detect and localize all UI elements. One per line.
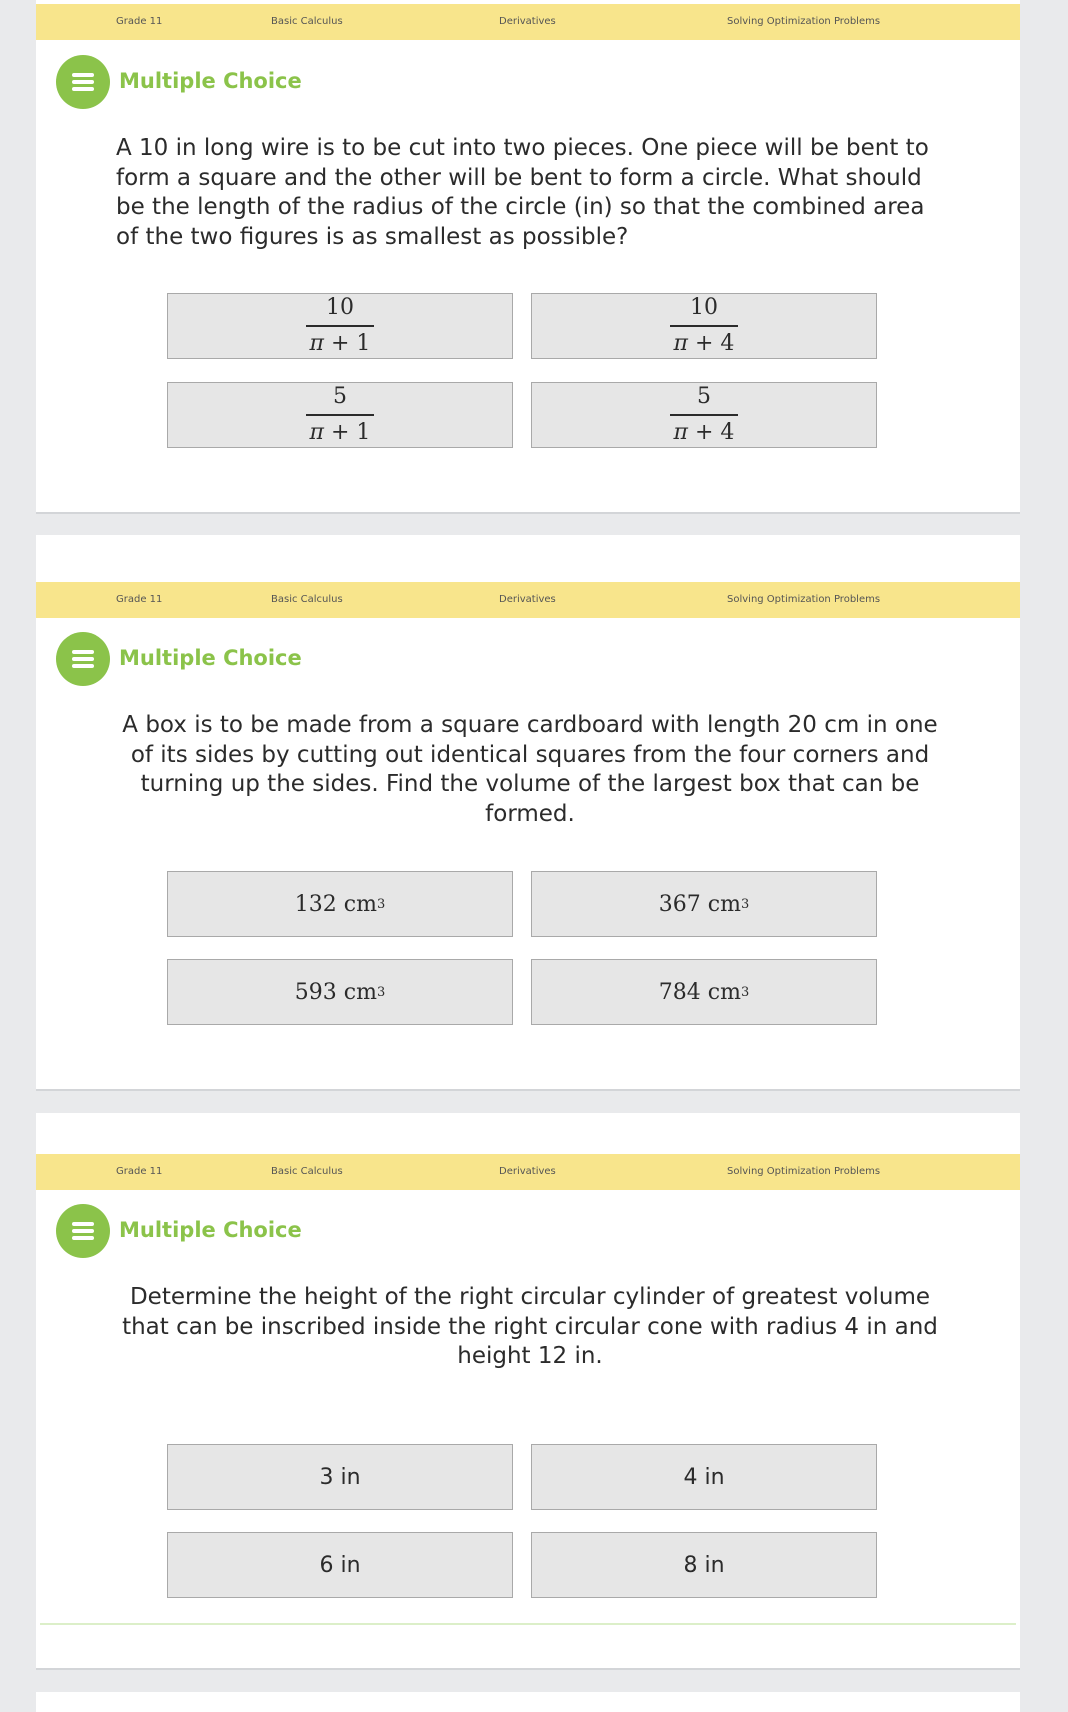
answer-option-a[interactable]: 3 in	[167, 1444, 513, 1510]
answer-option-c[interactable]: 593 cm 3	[167, 959, 513, 1025]
answer-option-d[interactable]: 784 cm 3	[531, 959, 877, 1025]
topic-bar	[36, 4, 1020, 40]
answer-option-c[interactable]: 6 in	[167, 1532, 513, 1598]
multiple-choice-icon	[56, 55, 110, 109]
question-card-4	[36, 1692, 1020, 1712]
question-text: A 10 in long wire is to be cut into two pieces. One piece will be bent to form a square and the other will be bent to form a circle. What should be the length of the radius of the circle (in) so that the combined area of the two figures is as smallest as possible?	[116, 135, 929, 250]
topic-lesson: Solving Optimization Problems	[727, 1166, 881, 1177]
topic-chapter: Derivatives	[499, 16, 556, 27]
multiple-choice-icon	[56, 632, 110, 686]
question-type-label: Multiple Choice	[119, 1218, 302, 1242]
question-card-1	[36, 0, 1020, 512]
answer-option-b[interactable]	[531, 293, 877, 359]
topic-chapter: Derivatives	[499, 1166, 556, 1177]
topic-grade: Grade 11	[116, 16, 163, 27]
topic-subject: Basic Calculus	[271, 594, 343, 605]
answer-option-c[interactable]	[167, 382, 513, 448]
fraction: $\frac{10}{\pi + 4}$	[670, 297, 739, 355]
question-type-label: Multiple Choice	[119, 646, 302, 670]
question-type-label: Multiple Choice	[119, 69, 302, 93]
topic-lesson: Solving Optimization Problems	[727, 16, 881, 27]
answer-option-d[interactable]: 8 in	[531, 1532, 877, 1598]
topic-grade: Grade 11	[116, 1166, 163, 1177]
divider	[40, 1623, 1016, 1625]
fraction: $\frac{5}{\pi + 1}$	[306, 386, 375, 444]
question-text: A box is to be made from a square cardboard with length 20 cm in one of its sides by cutting out identical squares from the four corners and turning up the sides. Find the volume of the largest box that can be formed.	[122, 712, 938, 827]
topic-bar	[36, 582, 1020, 618]
answer-option-b[interactable]: 4 in	[531, 1444, 877, 1510]
fraction: $\frac{10}{\pi + 1}$	[306, 297, 375, 355]
fraction: $\frac{5}{\pi + 4}$	[670, 386, 739, 444]
answer-option-d[interactable]	[531, 382, 877, 448]
answer-option-a[interactable]	[167, 293, 513, 359]
answer-option-b[interactable]: 367 cm 3	[531, 871, 877, 937]
question-card-3	[36, 1113, 1020, 1668]
topic-chapter: Derivatives	[499, 594, 556, 605]
answer-option-a[interactable]: 132 cm 3	[167, 871, 513, 937]
question-card-2	[36, 535, 1020, 1089]
topic-grade: Grade 11	[116, 594, 163, 605]
multiple-choice-icon	[56, 1204, 110, 1258]
topic-bar	[36, 1154, 1020, 1190]
topic-lesson: Solving Optimization Problems	[727, 594, 881, 605]
topic-subject: Basic Calculus	[271, 16, 343, 27]
topic-subject: Basic Calculus	[271, 1166, 343, 1177]
question-text: Determine the height of the right circular cylinder of greatest volume that can be inscribed inside the right circular cone with radius 4 in and height 12 in.	[122, 1284, 938, 1369]
